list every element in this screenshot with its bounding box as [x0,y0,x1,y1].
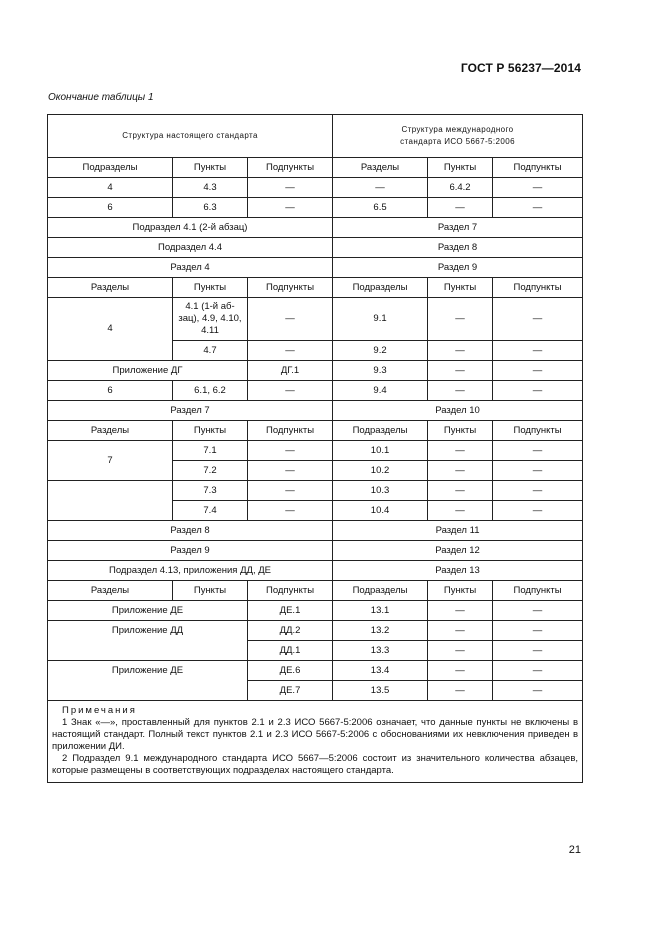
table-header-row [48,115,583,158]
note-2: 2 Подраздел 9.1 международного стандарта ИСО 5667—5:2006 состоит из значительного количества абзацев, которые размещены в соответствующих подразделах настоящего стандарта. [52,753,579,776]
table-row: ДД.1 13.3 — — [48,641,583,661]
subheader-row: Разделы Пункты Подпункты Подразделы Пункты Подпункты [48,581,583,601]
subheader-row: Подразделы Пункты Подпункты Разделы Пункты Подпункты [48,158,583,178]
table-row: Приложение ДД ДД.2 13.2 — — [48,621,583,641]
section-row: Подраздел 4.1 (2-й абзац) Раздел 7 [48,218,583,238]
section-row: Раздел 7 Раздел 10 [48,401,583,421]
table-row: 6 6.3 — 6.5 — — [48,198,583,218]
subheader-row: Разделы Пункты Подпункты Подразделы Пункты Подпункты [48,278,583,298]
subheader-row: Разделы Пункты Подпункты Подразделы Пункты Подпункты [48,421,583,441]
page-number: 21 [568,844,581,856]
table-row: 6 6.1, 6.2 — 9.4 — — [48,381,583,401]
table-row: 7.4 — 10.4 — — [48,501,583,521]
table-row: Приложение ДГ ДГ.1 9.3 — — [48,361,583,381]
notes-row [48,701,583,783]
table-row: 4 4.1 (1-й аб- зац), 4.9, 4.10, 4.11 — 9.1 — — [48,298,583,341]
table-row: 7.2 — 10.2 — — [48,461,583,481]
table-row: 4 4.3 — — 6.4.2 — [48,178,583,198]
table-notes [48,701,583,783]
note-1: 1 Знак «—», проставленный для пунктов 2.1 и 2.3 ИСО 5667-5:2006 означает, что данные пункты не включены в настоящий стандарт. Полный текст пунктов 2.1 и 2.3 ИСО 5667-5:2006 с обоснованиями их невключения приведен в приложении ДИ. [52,717,579,752]
table-caption: Окончание таблицы 1 [48,92,154,103]
section-row: Раздел 8 Раздел 11 [48,521,583,541]
notes-title: Примечания [62,705,137,716]
section-row: Подраздел 4.13, приложения ДД, ДЕ Раздел 13 [48,561,583,581]
table-row: 7.3 — 10.3 — — [48,481,583,501]
section-row: Раздел 9 Раздел 12 [48,541,583,561]
correspondence-table [47,114,583,783]
table-row: 4.7 — 9.2 — — [48,341,583,361]
table-row: ДЕ.7 13.5 — — [48,681,583,701]
left-column-title: Структура настоящего стандарта [48,115,333,158]
table-row: Приложение ДЕ ДЕ.1 13.1 — — [48,601,583,621]
right-column-title: Структура международного стандарта ИСО 5667-5:2006 [333,115,583,158]
document-header: ГОСТ Р 56237—2014 [460,61,581,75]
section-row: Раздел 4 Раздел 9 [48,258,583,278]
section-row: Подраздел 4.4 Раздел 8 [48,238,583,258]
table-row: 7 7.1 — 10.1 — — [48,441,583,461]
table-row: Приложение ДЕ ДЕ.6 13.4 — — [48,661,583,681]
multiline-item: 4.1 (1-й аб- зац), 4.9, 4.10, 4.11 [173,298,248,341]
